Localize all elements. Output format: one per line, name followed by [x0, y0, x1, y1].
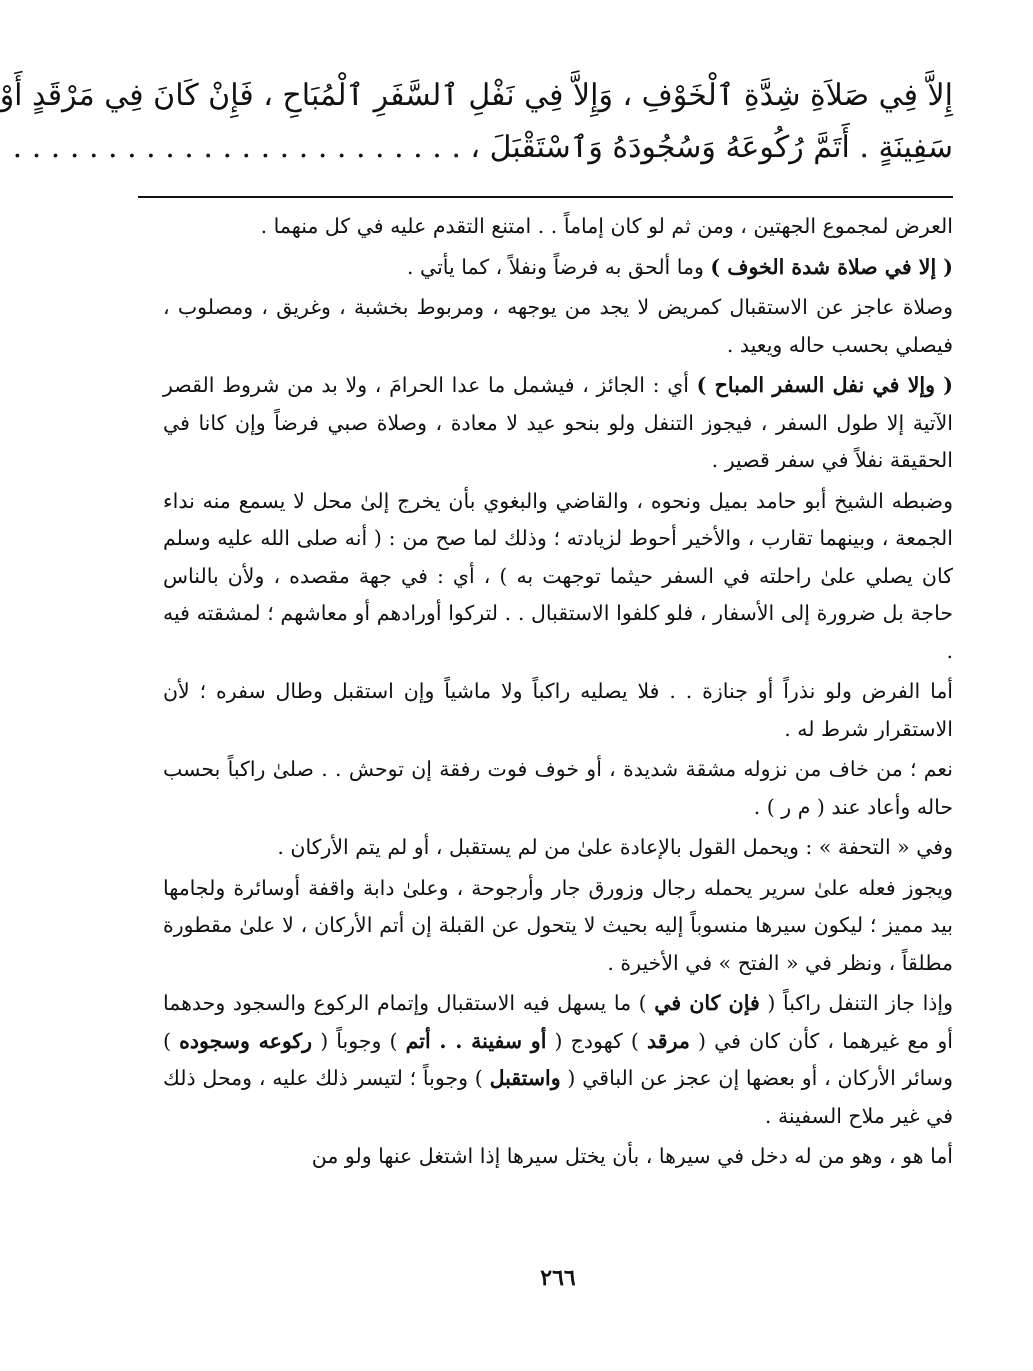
quoted-matn: أو سفينة . . أتم [405, 1028, 547, 1053]
commentary-text: ) وسائر الأركان ، أو بعضها إن عجز عن الباقي ( [163, 1028, 953, 1090]
quoted-matn: فإن كان في [654, 991, 760, 1015]
commentary-text: ) وجوباً ؛ لتيسر ذلك عليه ، ومحل ذلك في غير ملاح السفينة . [163, 1066, 953, 1128]
commentary-paragraph-1: العرض لمجموع الجهتين ، ومن ثم لو كان إماماً . . امتنع التقدم عليه في كل منهما . [260, 214, 953, 238]
commentary-text: ) ما يسهل فيه الاستقبال وإتمام الركوع والسجود وحدهما أو مع غيرهما ، كأن كان في ( [163, 991, 953, 1053]
commentary-paragraph-2 [163, 249, 953, 287]
commentary-paragraph-10 [163, 985, 953, 1135]
main-text-line-2: سَفِينَةٍ . أَتَمَّ رُكُوعَهُ وَسُجُودَهُ وَٱسْتَقْبَلَ ، . . . . . . . . . . . . . . . . . . . . . . . . [12, 130, 953, 165]
commentary-paragraph-3: وصلاة عاجز عن الاستقبال كمريض لا يجد من يوجهه ، ومربوط بخشبة ، وغريق ، ومصلوب ، فيصلي بحسب حاله ويعيد . [163, 295, 953, 357]
commentary-text: وما ألحق به فرضاً ونفلاً ، كما يأتي . [406, 254, 711, 279]
commentary-paragraph-4 [163, 367, 953, 480]
commentary-text: أي : الجائز ، فيشمل ما عدا الحرامَ ، ولا بد من شروط القصر الآتية إلا طول السفر ، فيجوز التنفل ولو بنحو عيد لا معادة ، وصلاة صبي فرضاً وإن كانا في الحقيقة نفلاً في سفر قصير . [163, 373, 953, 472]
commentary-paragraph-8: وفي « التحفة » : ويحمل القول بالإعادة علىٰ من لم يستقبل ، أو لم يتم الأركان . [277, 835, 953, 859]
quoted-matn: مرقد [647, 1028, 690, 1053]
page-number: ٢٦٦ [540, 1265, 576, 1291]
separator-rule [138, 196, 953, 198]
commentary-paragraph-5: وضبطه الشيخ أبو حامد بميل ونحوه ، والقاضي والبغوي بأن يخرج إلىٰ محل لا يسمع منه نداء الجمعة ، وبينهما تقارب ، والأخير أحوط لزيادته ؛ وذلك لما صح من : ( أنه صلى الله عليه وسلم كان يصلي علىٰ راحلته في السفر حيثما توجهت به ) ، أي : في جهة مقصده ، ولأن بالناس حاجة بل ضرورة إلى الأسفار ، فلو كلفوا الاستقبال . . لتركوا أورادهم أو معاشهم ؛ لمشقته فيه . [163, 488, 953, 663]
commentary [163, 208, 953, 1176]
commentary-paragraph-7: نعم ؛ من خاف من نزوله مشقة شديدة ، أو خوف فوت رفقة إن توحش . . صلىٰ راكباً بحسب حاله وأعاد عند ( م ر ) . [163, 757, 953, 819]
commentary-text: ) وجوباً ( [312, 1028, 406, 1053]
main-text-line-1: إِلاَّ فِي صَلاَةِ شِدَّةِ ٱلْخَوْفِ ، وَإِلاَّ فِي نَفْلِ ٱلسَّفَرِ ٱلْمُبَاحِ ، فَإِنْ كَانَ فِي مَرْقَدٍ أَوْ [0, 78, 953, 113]
commentary-paragraph-9: ويجوز فعله علىٰ سرير يحمله رجال وزورق جار وأرجوحة ، وعلىٰ دابة واقفة أوسائرة ولجامها بيد مميز ؛ ليكون سيرها منسوباً إليه بحيث لا يتحول عن القبلة إن أتم الأركان ، لا علىٰ مقطورة مطلقاً ، ونظر في « الفتح » في الأخيرة . [163, 875, 953, 975]
main-text [0, 70, 953, 174]
commentary-text: ) كهودج ( [546, 1028, 648, 1053]
commentary-paragraph-6: أما الفرض ولو نذراً أو جنازة . . فلا يصليه راكباً ولا ماشياً وإن استقبل وطال سفره ؛ لأن الاستقرار شرط له . [163, 679, 953, 741]
commentary-paragraph-11: أما هو ، وهو من له دخل في سيرها ، بأن يختل سيرها إذا اشتغل عنها ولو من [311, 1144, 953, 1168]
commentary-text: وإذا جاز التنفل راكباً ( [759, 991, 953, 1015]
quoted-matn: ( إلا في صلاة شدة الخوف ) [710, 254, 953, 279]
quoted-matn: واستقبل [489, 1066, 561, 1090]
quoted-matn: ( وإلا في نفل السفر المباح ) [696, 373, 953, 397]
quoted-matn: ركوعه وسجوده [179, 1028, 313, 1053]
book-page [0, 70, 953, 1371]
